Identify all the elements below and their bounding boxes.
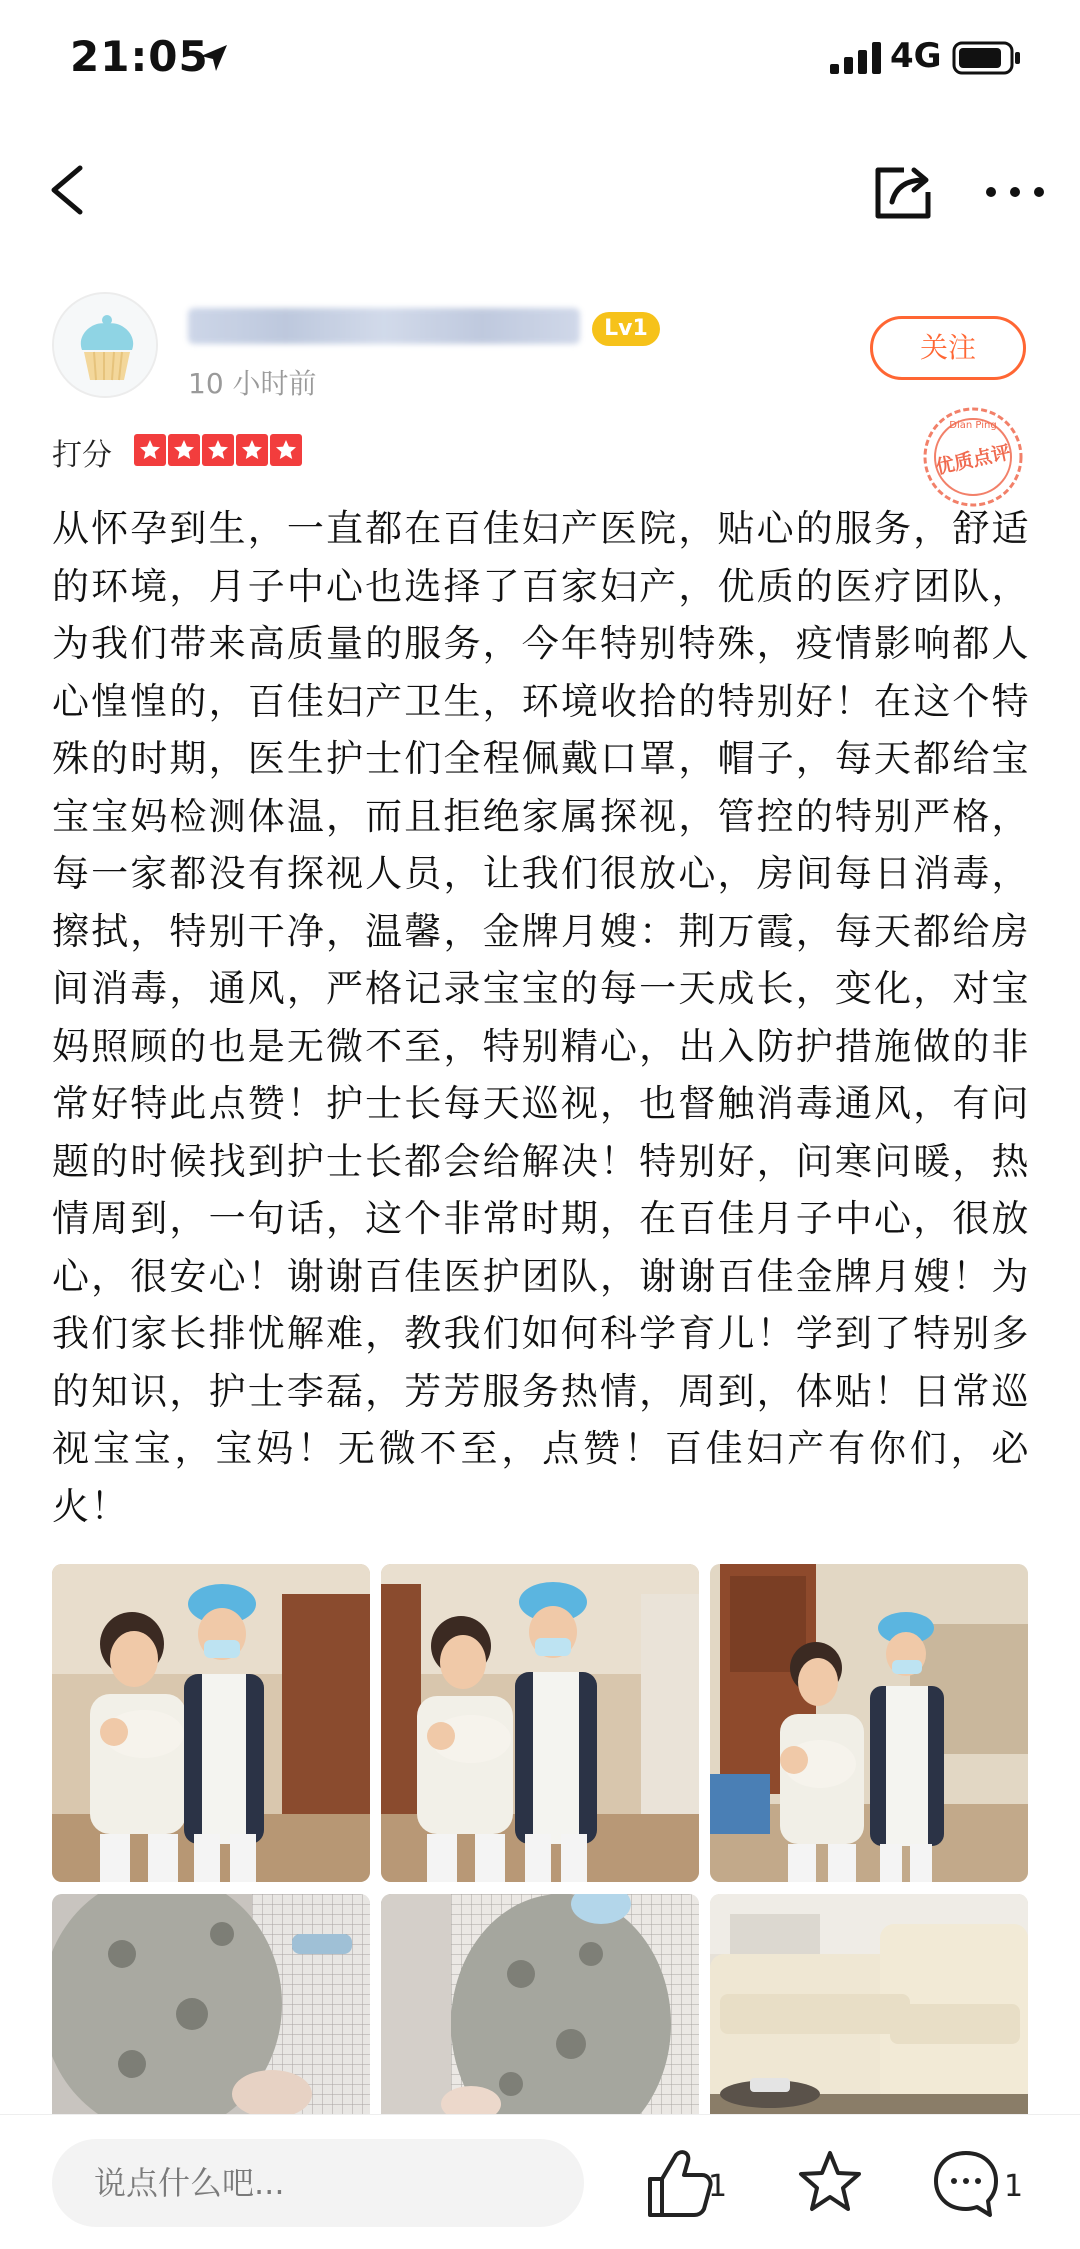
status-bar — [0, 0, 1080, 120]
rating-star-icon — [202, 434, 234, 466]
bottom-action-bar — [0, 2114, 1080, 2249]
quality-review-stamp-icon — [920, 404, 1026, 510]
photo-4-image — [52, 1894, 370, 2124]
review-photo-5[interactable] — [381, 1894, 699, 2124]
photo-5-image — [381, 1894, 699, 2124]
review-text: 从怀孕到生，一直都在百佳妇产医院，贴心的服务，舒适的环境，月子中心也选择了百家妇产，优质的医疗团队，为我们带来高质量的服务，今年特别特殊，疫情影响都人心惶惶的，百佳妇产卫生，环境收拾的特别好！在这个特殊的时期，医生护士们全程佩戴口罩，帽子，每天都给宝宝宝妈检测体温，而且拒绝家属探视，管控的特别严格，每一家都没有探视人员，让我们很放心，房间每日消毒，擦拭，特别干净，温馨，金牌月嫂：荆万霞，每天都给房间消毒，通风，严格记录宝宝的每一天成长，变化，对宝妈照顾的也是无微不至，特别精心，出入防护措施做的非常好特此点赞！护士长每天巡视，也督触消毒通风，有问题的时候找到护士长都会给解决！特别好，问寒问暖，热情周到，一句话，这个非常时期，在百佳月子中心，很放心，很安心！谢谢百佳医护团队，谢谢百佳金牌月嫂！为我们家长排忧解难，教我们如何科学育儿！学到了特别多的知识，护士李磊，芳芳服务热情，周到，体贴！日常巡视宝宝，宝妈！无微不至，点赞！百佳妇产有你们，必火！ — [52, 507, 1030, 1528]
network-label: 4G — [890, 36, 942, 76]
post-time: 10 小时前 — [188, 367, 317, 400]
avatar[interactable] — [52, 292, 158, 398]
level-badge: Lv1 — [592, 312, 660, 346]
like-count: 1 — [708, 2169, 728, 2204]
photo-2-image — [381, 1564, 699, 1882]
location-arrow-icon — [198, 42, 230, 74]
stamp-text: 优质点评 — [933, 441, 1013, 479]
follow-button[interactable]: 关注 — [870, 316, 1026, 380]
back-chevron-icon[interactable] — [40, 150, 110, 230]
photo-grid — [52, 1564, 1028, 2124]
photo-3-image — [710, 1564, 1028, 1882]
status-time: 21:05 — [70, 32, 209, 81]
review-photo-3[interactable] — [710, 1564, 1028, 1882]
rating-star-icon — [168, 434, 200, 466]
photo-6-image — [710, 1894, 1028, 2124]
star-outline-icon[interactable] — [795, 2145, 865, 2221]
battery-icon — [952, 40, 1022, 76]
rating-star-icon — [270, 434, 302, 466]
rating-star-icon — [134, 434, 166, 466]
rating-stars — [134, 434, 304, 468]
username-blurred[interactable] — [188, 308, 580, 344]
comment-count: 1 — [1004, 2169, 1024, 2204]
review-photo-1[interactable] — [52, 1564, 370, 1882]
rating-label: 打分 — [52, 438, 112, 473]
photo-1-image — [52, 1564, 370, 1882]
signal-bars-icon — [830, 42, 882, 74]
nav-bar — [0, 130, 1080, 250]
review-photo-2[interactable] — [381, 1564, 699, 1882]
more-dots-icon[interactable] — [975, 150, 1055, 230]
review-photo-6[interactable] — [710, 1894, 1028, 2124]
cupcake-avatar-icon — [54, 294, 158, 398]
review-photo-4[interactable] — [52, 1894, 370, 2124]
comment-input[interactable] — [52, 2139, 584, 2227]
rating-star-icon — [236, 434, 268, 466]
share-icon[interactable] — [870, 150, 940, 230]
stamp-top-text: Dian Ping — [949, 420, 997, 431]
